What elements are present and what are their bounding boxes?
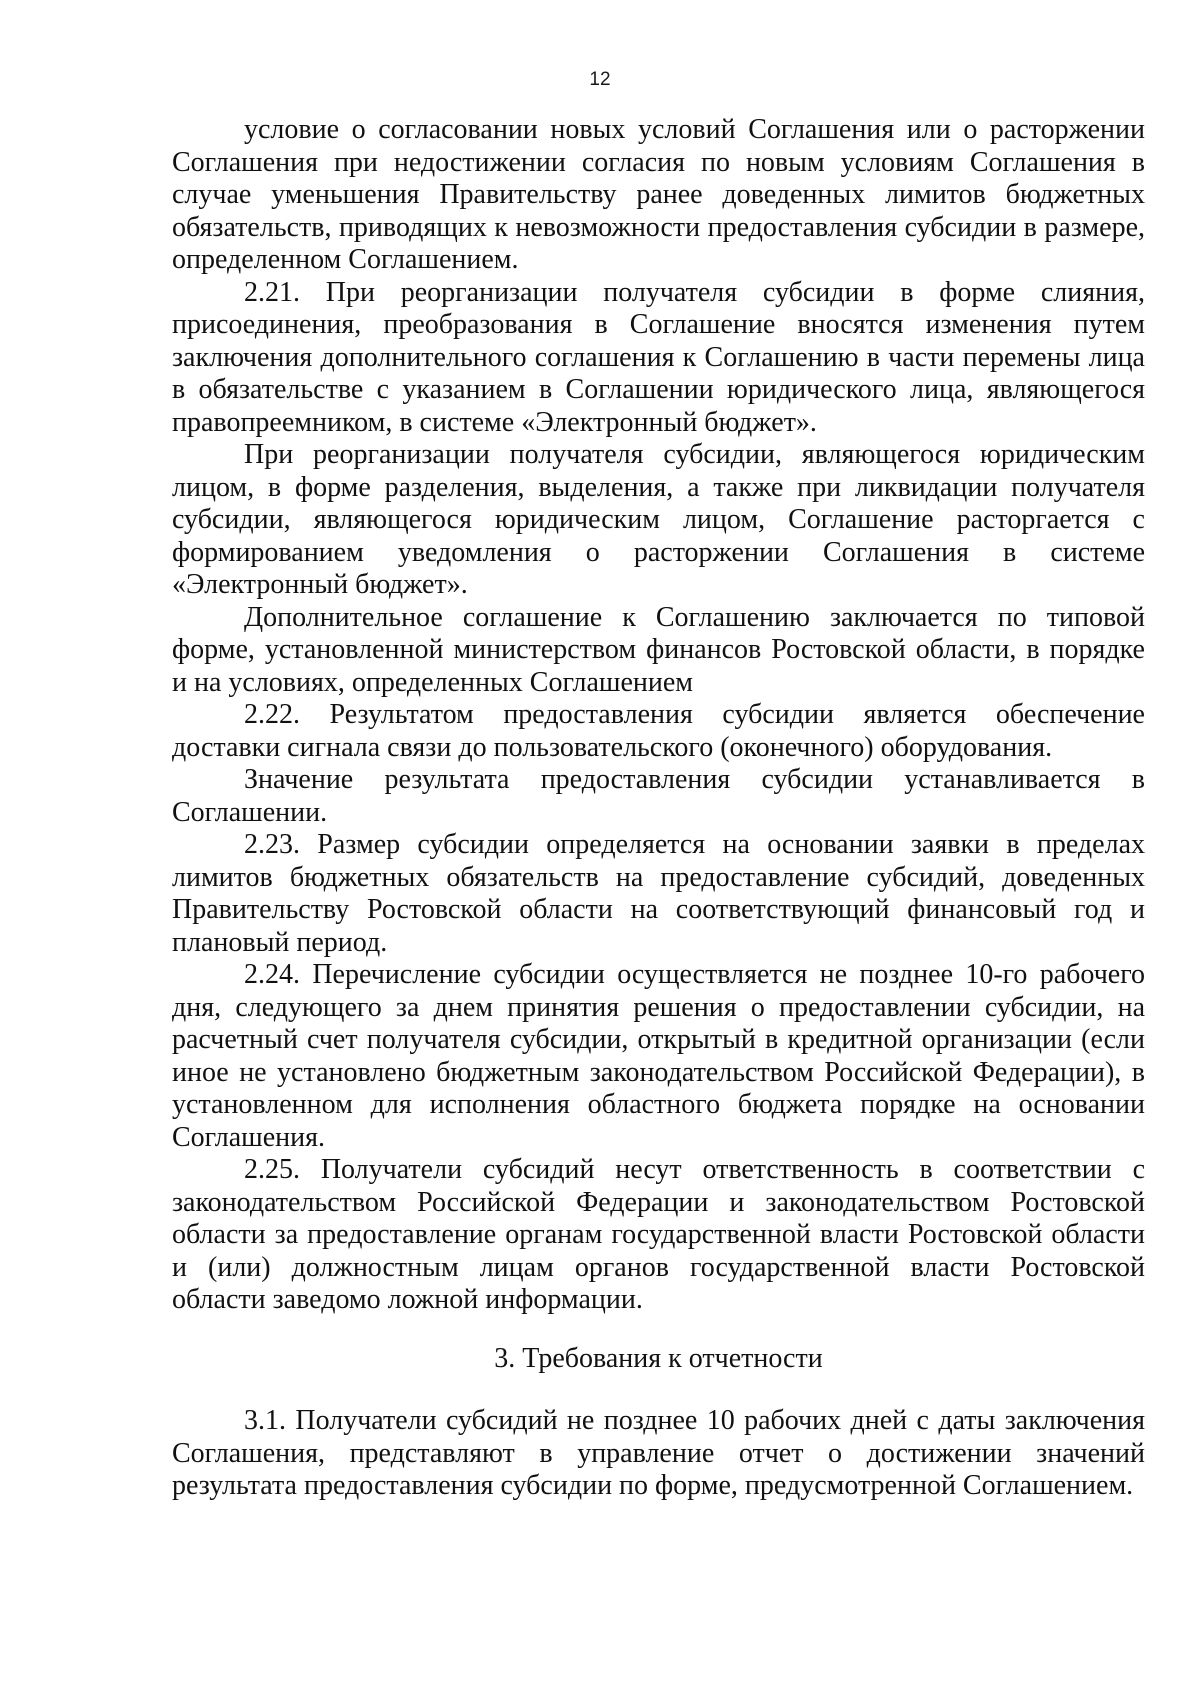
paragraph-reorganization-legal-entity: При реорганизации получателя субсидии, являющегося юридическим лицом, в форме разделения, выделения, а также при ликвидации получателя субсидии, являющегося юридическим лицом, Соглашение расторгается с формированием уведомления о расторжении Соглашения в системе «Электронный бюджет». bbox=[172, 439, 1145, 600]
paragraph-2-25: 2.25. Получатели субсидий несут ответственность в соответствии с законодательством Российской Федерации и законодательством Ростовской области за предоставление органам государственной власти Ростовской области и (или) должностным лицам органов государственной власти Ростовской области заведомо ложной информации. bbox=[172, 1154, 1145, 1315]
page-number: 12 bbox=[589, 69, 611, 90]
paragraph-condition-agreement: условие о согласовании новых условий Соглашения или о расторжении Соглашения при недостижении согласия по новым условиям Соглашения в случае уменьшения Правительству ранее доведенных лимитов бюджетных обязательств, приводящих к невозможности предоставления субсидии в размере, определенном Соглашением. bbox=[172, 114, 1145, 275]
section-heading: 3. Требования к отчетности bbox=[494, 1342, 823, 1374]
paragraph-2-21: 2.21. При реорганизации получателя субсидии в форме слияния, присоединения, преобразования в Соглашение вносятся изменения путем заключения дополнительного соглашения к Соглашению в части перемены лица в обязательстве с указанием в Соглашении юридического лица, являющегося правопреемником, в системе «Электронный бюджет». bbox=[172, 276, 1145, 438]
paragraph-result-value: Значение результата предоставления субсидии устанавливается в Соглашении. bbox=[172, 764, 1145, 828]
paragraph-3-1: 3.1. Получатели субсидий не позднее 10 рабочих дней с даты заключения Соглашения, представляют в управление отчет о достижении значений результата предоставления субсидии по форме, предусмотренной Соглашением. bbox=[172, 1405, 1145, 1501]
paragraph-2-24: 2.24. Перечисление субсидии осуществляется не позднее 10-го рабочего дня, следующего за днем принятия решения о предоставлении субсидии, на расчетный счет получателя субсидии, открытый в кредитной организации (если иное не установлено бюджетным законодательством Российской Федерации), в установленном для исполнения областного бюджета порядке на основании Соглашения. bbox=[172, 959, 1145, 1153]
paragraph-2-22: 2.22. Результатом предоставления субсидии является обеспечение доставки сигнала связи до пользовательского (оконечного) оборудования. bbox=[172, 699, 1145, 763]
paragraph-additional-agreement: Дополнительное соглашение к Соглашению заключается по типовой форме, установленной министерством финансов Ростовской области, в порядке и на условиях, определенных Соглашением bbox=[172, 601, 1145, 698]
paragraph-2-23: 2.23. Размер субсидии определяется на основании заявки в пределах лимитов бюджетных обязательств на предоставление субсидий, доведенных Правительству Ростовской области на соответствующий финансовый год и плановый период. bbox=[172, 829, 1145, 958]
document-body bbox=[172, 114, 1145, 1503]
